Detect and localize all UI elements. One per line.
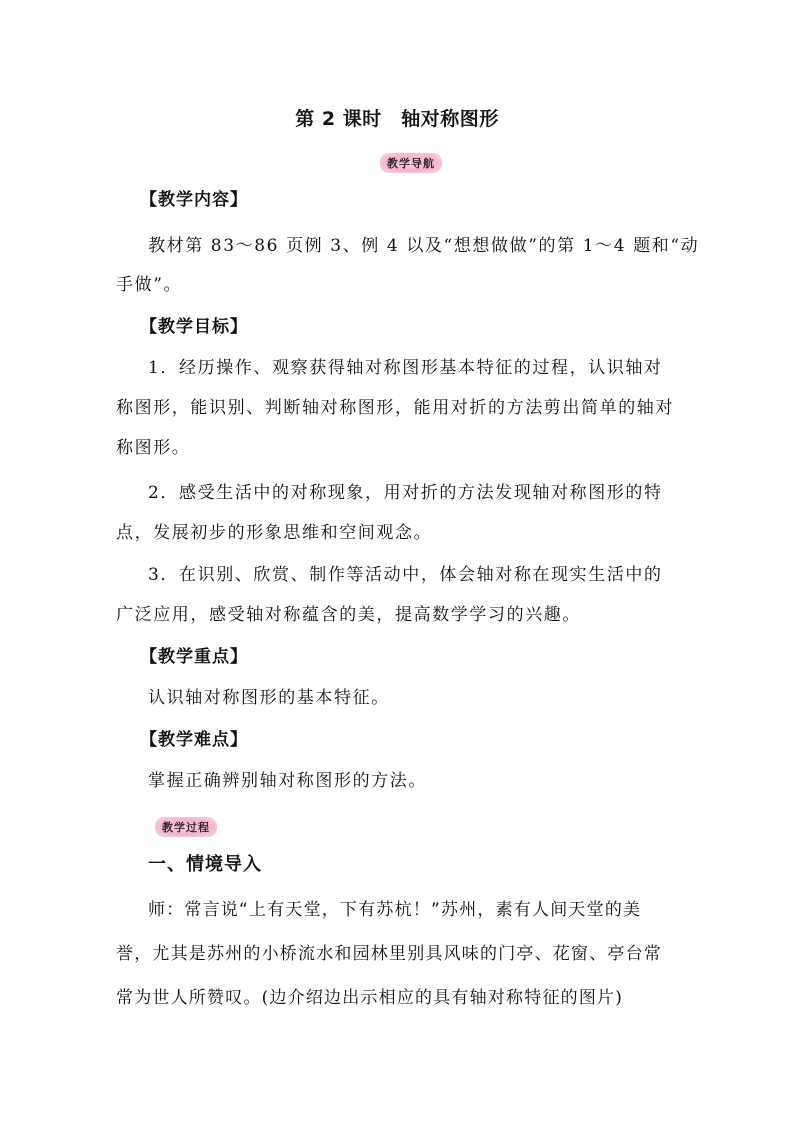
key-points-heading: 【教学重点】 [140, 647, 248, 667]
goal-1-line-3: 称图形。 [116, 438, 191, 458]
intro-text-line-1: 师：常言说“上有天堂，下有苏杭！”苏州，素有人间天堂的美 [148, 900, 642, 920]
content-heading: 【教学内容】 [140, 190, 248, 210]
goal-1-line-1: 1．经历操作、观察获得轴对称图形基本特征的过程，认识轴对 [148, 358, 663, 378]
content-text-line-1: 教材第 83～86 页例 3、例 4 以及“想想做做”的第 1～4 题和“动 [148, 236, 700, 256]
goal-3-line-2: 广泛应用，感受轴对称蕴含的美，提高数学学习的兴趣。 [116, 605, 581, 625]
content-text-line-2: 手做”。 [116, 275, 183, 295]
intro-text-line-3-main: 常为世人所赞叹。 [116, 988, 262, 1008]
goal-3-line-1: 3．在识别、欣赏、制作等活动中，体会轴对称在现实生活中的 [148, 565, 663, 585]
difficulty-text: 掌握正确辨别轴对称图形的方法。 [148, 771, 427, 791]
page-title: 第 2 课时 轴对称图形 [295, 108, 499, 130]
teaching-guide-badge: 教学导航 [380, 153, 442, 173]
intro-text-line-3-note: (边介绍边出示相应的具有轴对称特征的图片) [261, 988, 624, 1008]
goals-heading: 【教学目标】 [140, 317, 248, 337]
key-points-text: 认识轴对称图形的基本特征。 [148, 688, 390, 708]
difficulty-heading: 【教学难点】 [140, 730, 248, 750]
intro-text-line-3 [116, 986, 676, 1010]
goal-1-line-2: 称图形，能识别、判断轴对称图形，能用对折的方法剪出简单的轴对 [116, 398, 674, 418]
goal-2-line-2: 点，发展初步的形象思维和空间观念。 [116, 523, 433, 543]
goal-2-line-1: 2．感受生活中的对称现象，用对折的方法发现轴对称图形的特 [148, 483, 663, 503]
intro-text-line-2: 誉，尤其是苏州的小桥流水和园林里别具风味的门亭、花窗、亭台常 [116, 944, 662, 964]
teaching-process-badge: 教学过程 [155, 817, 217, 837]
intro-section-title: 一、情境导入 [148, 854, 262, 875]
